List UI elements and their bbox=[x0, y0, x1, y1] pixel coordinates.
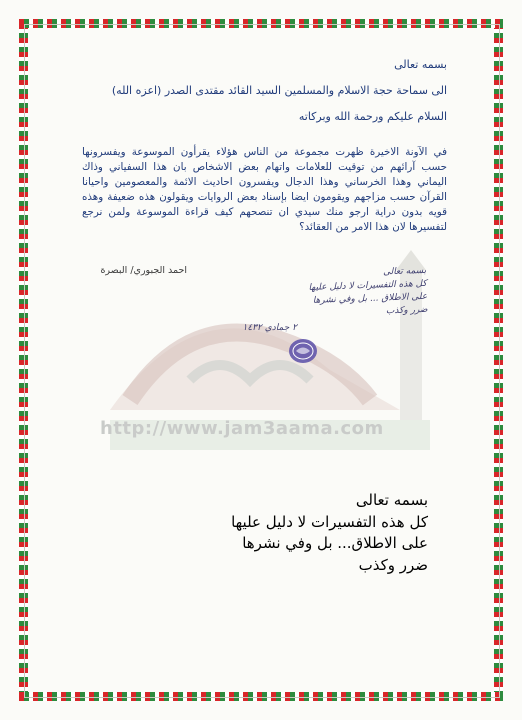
official-seal-icon bbox=[288, 338, 318, 364]
handwritten-date: ٢ جمادي ١٤٣٢ bbox=[242, 323, 297, 333]
answer-line: على الاطلاق... بل وفي نشرها bbox=[242, 534, 428, 552]
handwritten-line: ضرر وكذب bbox=[385, 304, 428, 317]
handwritten-reply bbox=[246, 265, 428, 323]
letter-signature: احمد الجبوري/ البصرة bbox=[100, 265, 187, 276]
handwritten-line: بسمه تعالى bbox=[382, 265, 427, 278]
handwritten-line: على الاطلاق ... بل وفي نشرها bbox=[312, 291, 428, 306]
watermark-url: http://www.jam3aama.com bbox=[100, 418, 384, 439]
letter-body: في الآونة الاخيرة ظهرت مجموعة من الناس هؤلاء يقرأون الموسوعة ويفسرونها حسب آرائهم من توقيت للعلامات واتهام بعض الاشخاص بان هذا السفياني وذاك اليماني وهذا الخرساني وهذا الدجال ويفسرون احاديث الائمة والمعصومين واحيانا القرآن حسب مزاجهم ويقومون ايضا بإسناد بعض الروايات ويقولون هذه ضعيفة وهذه قويه بدون دراية ارجو منك سيدي ان تنصحهم كيف قراءة الموسوعة ولمن نرجع لتفسيرها لان هذا الامر من العقائد؟ bbox=[82, 146, 447, 233]
typed-answer bbox=[231, 490, 428, 576]
handwritten-line: كل هذه التفسيرات لا دليل عليها bbox=[308, 278, 427, 293]
answer-line: بسمه تعالى bbox=[355, 491, 428, 509]
letter-bismillah: بسمه تعالى bbox=[394, 58, 447, 71]
letter-greeting: السلام عليكم ورحمة الله وبركاته bbox=[298, 110, 447, 123]
letter-addressee: الى سماحة حجة الاسلام والمسلمين السيد القائد مقتدى الصدر (اعزه الله) bbox=[111, 84, 447, 97]
answer-line: كل هذه التفسيرات لا دليل عليها bbox=[231, 512, 428, 531]
answer-line: ضرر وكذب bbox=[358, 555, 428, 574]
